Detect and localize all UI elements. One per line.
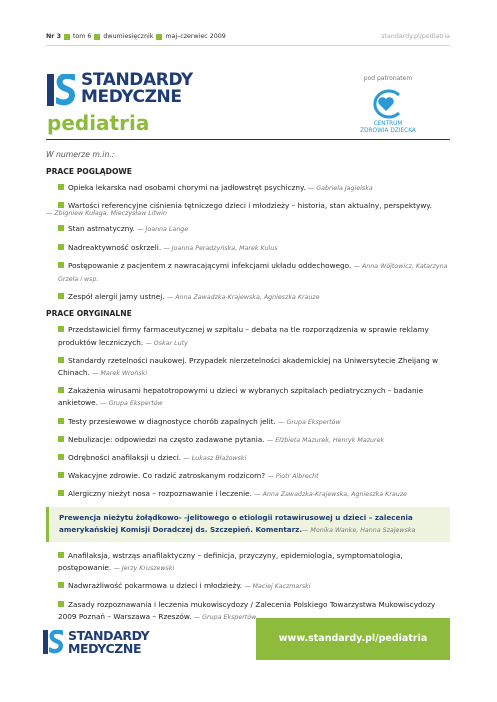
issue-number: Nr 3 [46, 33, 61, 40]
divider [46, 45, 450, 46]
list-item[interactable]: Nadreaktywność oskrzeli. — Joanna Peradzyńska, Marek Kulus [46, 242, 450, 255]
green-square-icon [58, 244, 64, 250]
footer-logo-line2: MEDYCZNE [68, 640, 142, 656]
green-square-icon [58, 387, 64, 393]
footer-url-band[interactable] [256, 618, 450, 660]
standardy-medyczne-logo [47, 72, 197, 108]
journal-subtitle: pediatria [47, 111, 150, 135]
list-item[interactable]: Opieka lekarska nad osobami chorymi na jadłowstręt psychiczny. — Gabriela Jagielska [46, 182, 450, 195]
featured-article[interactable]: Prewencja nieżytu żołądkowo- -jelitowego o etiologii rotawirusowej u dzieci – zalecenia amerykańskiej Komisji Doradczej ds. Szczepień. Komentarz.— Monika Wanke, Hanna Szajewska [46, 507, 450, 542]
list-item[interactable]: Zespół alergii jamy ustnej. — Anna Zawadzka-Krajewska, Agnieszka Krauze [46, 291, 450, 304]
list-item[interactable]: Alergiczny nieżyt nosa – rozpoznawanie i leczenie. — Anna Zawadzka-Krajewska, Agnieszka Krauze [46, 488, 450, 501]
green-square-icon [58, 454, 64, 460]
green-square-icon [58, 357, 64, 363]
period: maj–czerwiec 2009 [165, 33, 226, 40]
volume: tom 6 [72, 33, 92, 40]
contents-list [46, 150, 450, 629]
green-square-icon [58, 293, 64, 299]
section-title: PRACE POGLĄDOWE [46, 167, 132, 176]
green-square-icon [58, 418, 64, 424]
list-item[interactable]: Nebulizacje: odpowiedzi na często zadawane pytania. — Elżbieta Mazurek, Henryk Mazurek [46, 434, 450, 447]
green-square-icon [58, 472, 64, 478]
list-item[interactable]: Stan astmatyczny. — Joanna Lange [46, 223, 450, 236]
patronage-name-line2: ZDROWIA DZIECKA [360, 128, 416, 134]
green-square-icon [58, 326, 64, 332]
footer-url[interactable]: www.standardy.pl/pediatria [278, 633, 428, 644]
list-item[interactable]: Wakacyjne zdrowie. Co radzić zatroskanym rodzicom? — Piotr Albrecht [46, 470, 450, 483]
green-square-icon [58, 490, 64, 496]
patronage-name-line1: CENTRUM [373, 121, 403, 127]
logo-line1: STANDARDY [81, 70, 193, 90]
intro-text: W numerze m.in.: [46, 150, 115, 159]
section-title: PRACE ORYGINALNE [46, 309, 132, 319]
list-item[interactable]: Postępowanie z pacjentem z nawracającymi infekcjami układu oddechowego. — Anna Wójtowicz, Katarzyna Grzela i wsp. [58, 260, 448, 284]
green-square-icon [58, 262, 64, 268]
footer-logo-line1: STANDARDY [68, 628, 150, 643]
list-item[interactable]: Standardy rzetelności naukowej. Przypadek nierzetelności akademickiej na Uniwersytecie Zheijang w Chinach. — Marek Wroński [58, 355, 439, 378]
centrum-zdrowia-dziecka-icon [366, 89, 406, 119]
issue-meta-bar [46, 33, 450, 40]
list-item[interactable]: Zakażenia wirusami hepatotropowymi u dzieci w wybranych szpitalach pediatrycznych – badanie ankietowe. — Grupa Ekspertów [58, 386, 424, 408]
green-square-icon [58, 184, 64, 190]
patronage-name [350, 121, 426, 135]
item-authors: — Zbigniew Kułaga, Mieczysław Litwin [46, 210, 167, 218]
green-square-icon [58, 601, 64, 607]
green-square-icon [94, 34, 100, 40]
logo-mark-icon [47, 74, 75, 106]
green-square-icon [58, 582, 64, 588]
green-square-icon [64, 34, 70, 40]
list-item[interactable]: Anafilaksja, wstrząs anafilaktyczny – definicja, przyczyny, epidemiologia, symptomatologia, postępowanie. — Jerzy Kruszewski [58, 551, 403, 573]
green-square-icon [58, 436, 64, 442]
patronage-label: pod patronatem [363, 75, 413, 82]
green-square-icon [58, 225, 64, 231]
green-square-icon [58, 202, 64, 208]
list-item[interactable]: Testy przesiewowe w diagnostyce chorób zapalnych jelit. — Grupa Ekspertów [46, 416, 450, 429]
list-item[interactable]: Nadwrażliwość pokarmowa u dzieci i młodzieży. — Maciej Kaczmarski [46, 580, 450, 593]
footer-logo [43, 630, 193, 656]
list-item[interactable]: Zasady rozpoznawania i leczenia mukowiscydozy / Zalecenia Polskiego Towarzystwa Mukowiscydozy 2009 Poznań – Warszawa – Rzeszów. — Grupa Ekspertów [58, 599, 436, 621]
list-item[interactable]: Odrębności anafilaksji u dzieci. — Łukasz Błażowski [46, 452, 450, 465]
site-link[interactable]: standardy.pl/pediatria [381, 33, 450, 40]
frequency: dwumiesięcznik [103, 33, 154, 40]
green-square-icon [156, 34, 162, 40]
logo-mark-icon [43, 630, 63, 654]
logo-line2: MEDYCZNE [81, 87, 182, 107]
green-square-icon [58, 552, 64, 558]
header-divider [46, 139, 450, 140]
list-item[interactable]: Przedstawiciel firmy farmaceutycznej w szpitalu – debata na tle rozporządzenia w sprawie reklamy produktów leczniczych. — Oskar Luty [58, 325, 429, 347]
list-item[interactable]: Wartości referencyjne ciśnienia tętniczego dzieci i młodzieży – historia, stan aktualny, perspektywy. [46, 200, 450, 212]
